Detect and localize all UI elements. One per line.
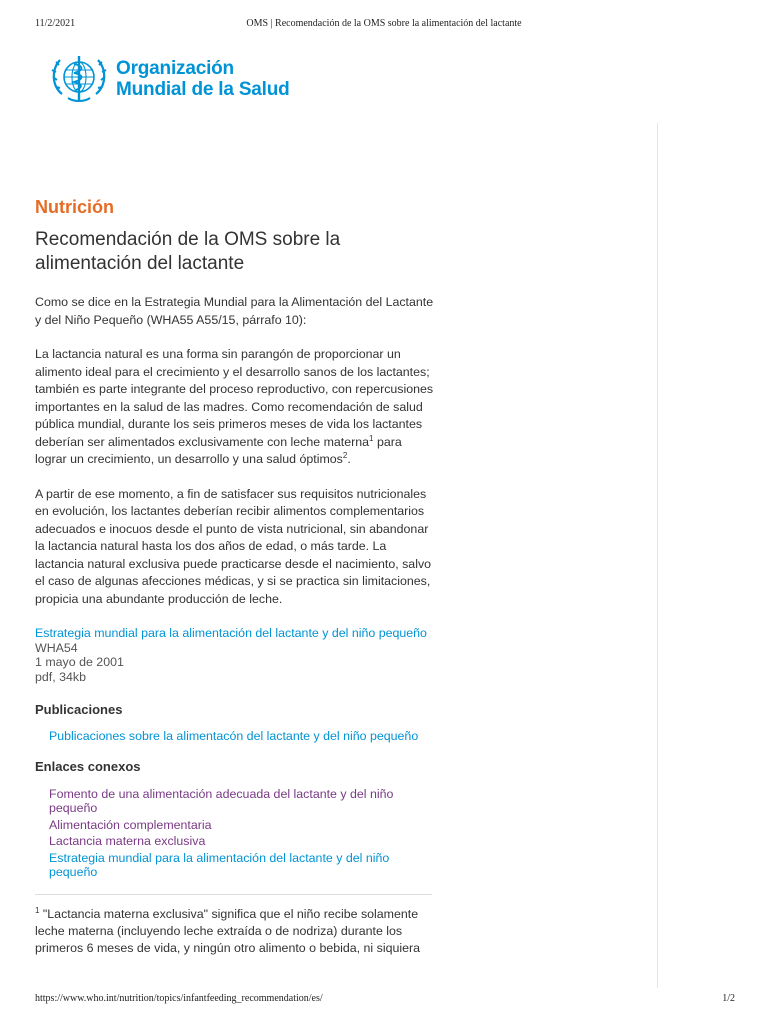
- sidebar-divider: [657, 123, 658, 988]
- page-title: Recomendación de la OMS sobre la alimentación del lactante: [35, 229, 341, 274]
- publication-link[interactable]: Publicaciones sobre la alimentacón del lactante y del niño pequeño: [49, 729, 419, 743]
- document-entry: [35, 626, 435, 684]
- list-item: [49, 851, 429, 880]
- logo-line-2: Mundial de la Salud: [116, 79, 290, 100]
- related-link-exclusive[interactable]: Lactancia materna exclusiva: [49, 834, 206, 848]
- who-emblem-icon: [48, 50, 110, 108]
- list-item: [49, 834, 429, 849]
- document-format: pdf, 34kb: [35, 669, 86, 684]
- footnote-ref-1[interactable]: 1: [369, 433, 374, 443]
- document-date: 1 mayo de 2001: [35, 655, 124, 669]
- print-date: 11/2/2021: [35, 18, 76, 29]
- related-link-feeding[interactable]: Fomento de una alimentación adecuada del lactante y del niño pequeño: [49, 786, 394, 815]
- section-title: Nutrición: [35, 197, 114, 217]
- print-page-number: 1/2: [722, 993, 735, 1004]
- intro-paragraph: Como se dice en la Estrategia Mundial para la Alimentación del Lactante y del Niño Pequeño (WHA55 A55/15, párrafo 10):: [35, 295, 434, 327]
- main-content: [35, 195, 435, 957]
- list-item: [49, 787, 429, 816]
- print-page-title: OMS | Recomendación de la OMS sobre la alimentación del lactante: [246, 18, 522, 29]
- document-code: WHA54: [35, 640, 78, 655]
- para1-middle: para lograr un crecimiento, un desarrollo y una salud óptimos: [35, 434, 402, 466]
- logo-line-1: Organización: [116, 58, 234, 79]
- who-logo[interactable]: [48, 50, 290, 108]
- print-url: https://www.who.int/nutrition/topics/infantfeeding_recommendation/es/: [35, 993, 323, 1004]
- para1-text: La lactancia natural es una forma sin parangón de proporcionar un alimento ideal para el crecimiento y el desarrollo sanos de los lactantes; también es parte integrante del proceso reproductivo, con repercusiones importantes en la salud de las madres. Como recomendación de salud pública mundial, durante los seis primeros meses de vida los lactantes deberían ser alimentados exclusivamente con leche materna: [35, 347, 434, 449]
- list-item: [49, 729, 429, 744]
- list-item: [49, 818, 429, 833]
- document-link[interactable]: Estrategia mundial para la alimentación del lactante y del niño pequeño: [35, 626, 427, 640]
- footnote-1: [35, 906, 435, 957]
- related-link-strategy[interactable]: Estrategia mundial para la alimentación del lactante y del niño pequeño: [49, 850, 390, 879]
- logo-text: [116, 58, 290, 100]
- related-link-complementary[interactable]: Alimentación complementaria: [49, 817, 212, 832]
- footnote-divider: [35, 894, 432, 895]
- publications-list: [35, 729, 429, 744]
- related-links-heading: Enlaces conexos: [35, 758, 141, 774]
- para1-end: .: [347, 452, 351, 466]
- related-links-list: [35, 787, 429, 880]
- body-paragraph-1: [35, 346, 435, 469]
- body-paragraph-2: A partir de ese momento, a fin de satisfacer sus requisitos nutricionales en evolución, los lactantes deberían recibir alimentos complementarios adecuados e inocuos desde el punto de vista nutricional, sin abandonar la lactancia natural hasta los dos años de edad, o más tarde. La lactancia natural exclusiva puede practicarse desde el nacimiento, salvo el caso de algunas afecciones médicas, y si se practica sin limitaciones, propicia una abundante producción de leche.: [35, 486, 432, 606]
- footnote-ref-2[interactable]: 2: [342, 450, 348, 460]
- footnote-text: "Lactancia materna exclusiva" significa que el niño recibe solamente leche materna (incluyendo leche extraída o de nodriza) durante los primeros 6 meses de vida, y ningún otro alimento o bebida, ni siquiera: [35, 906, 421, 955]
- footnote-marker: 1: [35, 905, 40, 915]
- publications-heading: Publicaciones: [35, 702, 123, 717]
